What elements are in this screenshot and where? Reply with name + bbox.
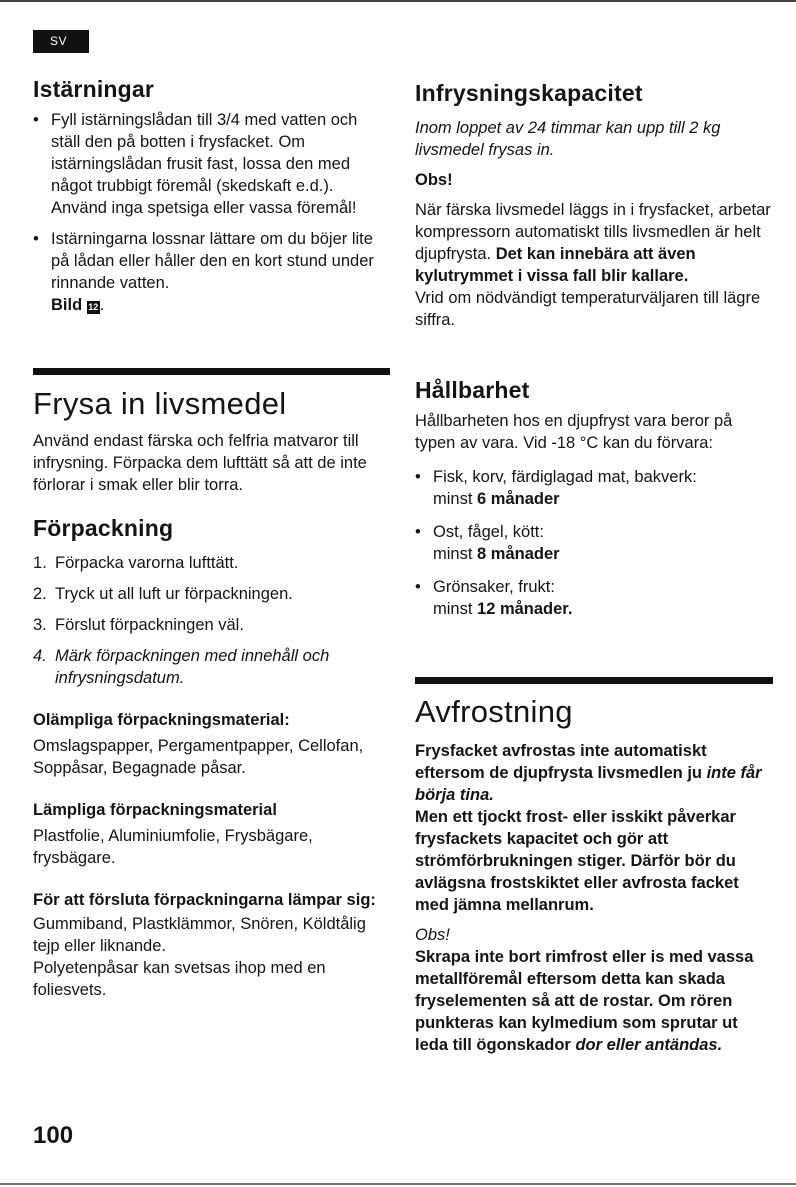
packing-steps <box>33 552 390 689</box>
defrost-section <box>415 694 773 1056</box>
capacity-text: Inom loppet av 24 timmar kan upp till 2 kg livsmedel frysas in. <box>415 119 721 159</box>
icemaker-bullet-1: • Fyll istärningslådan till 3/4 med vatten och ställ den på botten i frysfacket. Om istärningslådan frusit fast, lossa den med något trubbigt föremål (skedskaft e.d.). Använd inga spetsiga eller vassa föremål! <box>33 109 390 219</box>
capacity-heading: Infrysningskapacitet <box>415 80 643 106</box>
section-rule <box>415 677 773 684</box>
defrost-para-1: Frysfacket avfrostas inte automatiskt eftersom de djupfrysta livsmedlen ju inte får börja tina. <box>415 742 762 804</box>
language-badge: SV <box>33 30 89 53</box>
bottom-border <box>0 1183 796 1185</box>
freeze-text: Använd endast färska och felfria matvaror till infrysning. Förpacka dem lufttätt så att de inte förlorar i smak eller blir torra. <box>33 432 367 494</box>
shelf-life-item: • Fisk, korv, färdiglagad mat, bakverk: minst 6 månader <box>415 466 773 510</box>
packing-heading: Förpackning <box>33 515 174 541</box>
seal-text-1: Gummiband, Plastklämmor, Snören, Köldtålig tejp eller liknande. <box>33 915 366 955</box>
page-number: 100 <box>33 1122 74 1149</box>
shelf-life-section <box>415 377 773 620</box>
figure-ref-label: Bild <box>51 296 83 314</box>
shelf-life-intro: Hållbarheten hos en djupfryst vara beror på typen av vara. Vid -18 °C kan du förvara: <box>415 412 733 452</box>
icemaker-list <box>33 109 390 316</box>
defrost-note: Skrapa inte bort rimfrost eller is med vassa metallföremål eftersom detta kan skada fryselementen så att de rostar. Om rören punkteras kan kylmedium som sprutar ut leda till ögonskador dor eller antändas. <box>415 948 754 1054</box>
suitable-heading: Lämpliga förpackningsmaterial <box>33 801 277 819</box>
unsuitable-text: Omslagspapper, Pergamentpapper, Cellofan, Soppåsar, Begagnade påsar. <box>33 737 364 777</box>
packing-step: 3. Förslut förpackningen väl. <box>33 616 244 634</box>
shelf-life-heading: Hållbarhet <box>415 377 530 403</box>
shelf-life-item: • Ost, fågel, kött: minst 8 månader <box>415 521 773 565</box>
icemaker-section <box>33 76 390 316</box>
seal-text-2: Polyetenpåsar kan svetsas ihop med en foliesvets. <box>33 959 326 999</box>
icemaker-bullet-2: • Istärningarna lossnar lättare om du böjer lite på lådan eller håller den en kort stund under rinnande vatten. Bild 12. <box>33 228 390 316</box>
seal-heading: För att försluta förpackningarna lämpar sig: <box>33 891 376 909</box>
unsuitable-heading: Olämpliga förpackningsmaterial: <box>33 711 290 729</box>
packing-step: 4. Märk förpackningen med innehåll och infrysningsdatum. <box>33 647 330 687</box>
defrost-note-label: Obs! <box>415 926 450 944</box>
figure-number-badge: 12 <box>88 302 99 312</box>
suitable-text: Plastfolie, Aluminiumfolie, Frysbägare, frysbägare. <box>33 827 313 867</box>
defrost-heading: Avfrostning <box>415 694 573 729</box>
packing-step: 2. Tryck ut all luft ur förpackningen. <box>33 585 293 603</box>
capacity-note-2: Vrid om nödvändigt temperaturväljaren till lägre siffra. <box>415 289 761 329</box>
icemaker-heading: Istärningar <box>33 76 155 102</box>
capacity-section <box>415 80 773 331</box>
top-border <box>0 0 796 2</box>
shelf-life-item: • Grönsaker, frukt: minst 12 månader. <box>415 576 773 620</box>
defrost-para-2: Men ett tjockt frost- eller isskikt påverkar frysfackets kapacitet och gör att strömförbrukningen stiger. Därför bör du avlägsna frostskiktet eller avfrosta facket med jämna mellanrum. <box>415 808 739 914</box>
freeze-heading: Frysa in livsmedel <box>33 386 287 421</box>
packing-section <box>33 515 390 1001</box>
capacity-note: När färska livsmedel läggs in i frysfacket, arbetar kompressorn automatiskt tills livsmedlen är helt djupfrysta. Det kan innebära att även kylutrymmet i vissa fall blir kallare. <box>415 201 771 285</box>
shelf-life-list <box>415 466 773 620</box>
freeze-section <box>33 386 390 496</box>
capacity-note-label: Obs! <box>415 171 453 189</box>
packing-step: 1. Förpacka varorna lufttätt. <box>33 554 239 572</box>
section-rule <box>33 368 390 375</box>
